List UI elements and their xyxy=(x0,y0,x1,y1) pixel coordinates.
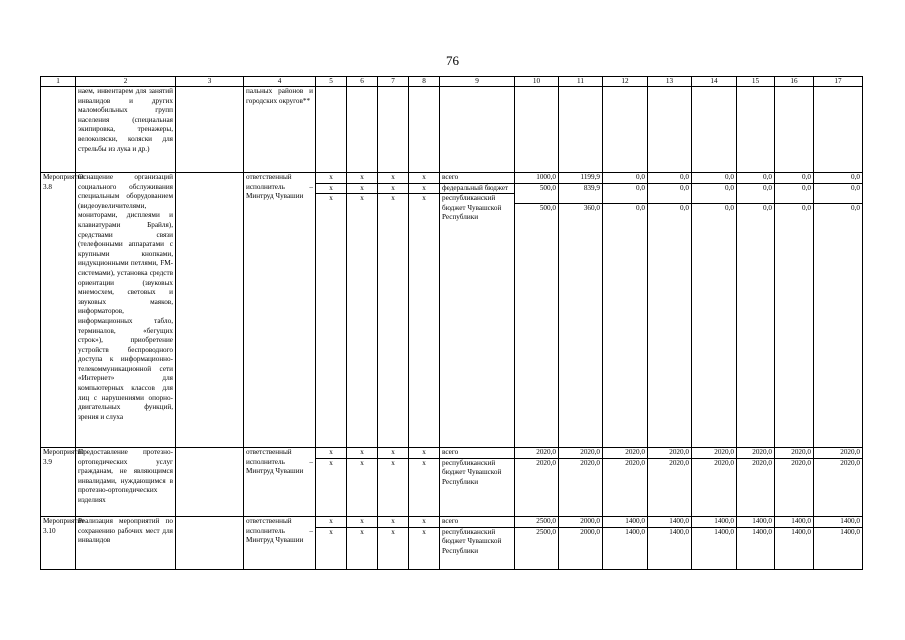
value: 360,0 xyxy=(583,203,600,212)
funding-source: федеральный бюджет xyxy=(440,184,514,195)
value: 0,0 xyxy=(814,184,862,204)
code-x: x xyxy=(391,458,395,467)
value: 0,0 xyxy=(737,173,774,184)
value: 2500,0 xyxy=(515,517,558,528)
code-x: x xyxy=(316,173,346,184)
column-number: 8 xyxy=(409,77,440,87)
value: 2000,0 xyxy=(580,527,600,536)
column-number: 11 xyxy=(559,77,603,87)
code-x: x xyxy=(378,448,408,459)
column-number: 17 xyxy=(814,77,863,87)
code-x: x xyxy=(378,517,408,528)
column-number: 12 xyxy=(603,77,648,87)
measure-name: Мероприятие 3.10 xyxy=(41,517,76,570)
table-row-measure-3-8 xyxy=(41,173,863,448)
funding-source: всего xyxy=(440,173,514,184)
executor: ответственный исполнитель – Минтруд Чувашии xyxy=(244,517,316,570)
cell-empty xyxy=(176,87,244,173)
value: 2020,0 xyxy=(775,448,813,459)
value: 2020,0 xyxy=(603,448,647,459)
table-row-measure-3-9 xyxy=(41,448,863,517)
value: 1400,0 xyxy=(737,517,774,528)
value: 1400,0 xyxy=(814,517,862,528)
code-x: x xyxy=(391,194,395,203)
value: 2020,0 xyxy=(625,458,645,467)
code-x: x xyxy=(422,458,426,467)
cell-empty xyxy=(176,448,244,517)
value: 1400,0 xyxy=(669,527,689,536)
value: 0,0 xyxy=(725,203,734,212)
code-x: x xyxy=(378,184,408,195)
code-x: x xyxy=(347,184,377,195)
measure-description: Оснащение организаций социального обслуживания специальным оборудованием (видеоувеличителями, мониторами, дисплеями и клавиатурами Брайля), средствами связи (телефонными аппаратами с крупными кнопками, индукционными петлями, FM-системами), установка средств ориентации (звуковых мнемосхем, световых и звуковых маяков, информаторов, информационных табло, терминалов, «бегущих строк»), приобретение устройств беспроводного доступа к информационно-телекоммуникационной сети «Интернет» для компьютерных классов для лиц с нарушениями опорно-двигательных функций, зрения и слуха xyxy=(76,173,176,448)
value: 2020,0 xyxy=(714,458,734,467)
code-x: x xyxy=(409,517,439,528)
code-x: x xyxy=(329,527,333,536)
code-x: x xyxy=(409,173,439,184)
value: 839,9 xyxy=(559,184,602,204)
value: 1400,0 xyxy=(692,517,736,528)
value: 0,0 xyxy=(648,184,691,204)
executor: ответственный исполнитель – Минтруд Чувашии xyxy=(244,173,316,448)
code-x: x xyxy=(347,448,377,459)
code-x: x xyxy=(316,517,346,528)
column-number: 4 xyxy=(244,77,316,87)
value: 0,0 xyxy=(775,173,813,184)
code-x: x xyxy=(316,184,346,195)
value: 1400,0 xyxy=(648,517,691,528)
funding-source: всего xyxy=(440,448,514,459)
value: 2020,0 xyxy=(692,448,736,459)
value: 0,0 xyxy=(814,173,862,184)
value: 2500,0 xyxy=(536,527,556,536)
value: 0,0 xyxy=(648,173,691,184)
measure-description: наем, инвентарем для занятий инвалидов и других маломобильных групп населения (специальная экипировка, тренажеры, велоколяски, коляски для стрельбы из лука и др.) xyxy=(76,87,176,173)
value: 2020,0 xyxy=(648,448,691,459)
value: 0,0 xyxy=(692,173,736,184)
value: 500,0 xyxy=(515,184,558,204)
cell-empty xyxy=(176,173,244,448)
cell-empty xyxy=(176,517,244,570)
code-x: x xyxy=(316,448,346,459)
column-number: 2 xyxy=(76,77,176,87)
value: 0,0 xyxy=(737,184,774,204)
code-x: x xyxy=(329,194,333,203)
value: 2020,0 xyxy=(752,458,772,467)
program-table xyxy=(40,76,863,570)
measure-name: Мероприятие 3.8 xyxy=(41,173,76,448)
column-number: 5 xyxy=(316,77,347,87)
column-number: 9 xyxy=(440,77,515,87)
value: 2020,0 xyxy=(840,458,860,467)
column-number: 15 xyxy=(737,77,775,87)
column-number: 14 xyxy=(692,77,737,87)
value: 2020,0 xyxy=(580,458,600,467)
value: 1400,0 xyxy=(714,527,734,536)
funding-source: всего xyxy=(440,517,514,528)
cell-empty xyxy=(41,87,76,173)
funding-source: республиканский бюджет Чувашской Республики xyxy=(442,194,502,222)
code-x: x xyxy=(378,173,408,184)
executor: пальных районов и городских округов** xyxy=(244,87,316,173)
value: 0,0 xyxy=(636,203,645,212)
value: 2020,0 xyxy=(814,448,862,459)
value: 0,0 xyxy=(763,203,772,212)
code-x: x xyxy=(347,517,377,528)
value: 0,0 xyxy=(603,173,647,184)
value: 2020,0 xyxy=(559,448,602,459)
value: 2020,0 xyxy=(737,448,774,459)
column-number: 7 xyxy=(378,77,409,87)
value: 2020,0 xyxy=(791,458,811,467)
value: 500,0 xyxy=(539,203,556,212)
code-x: x xyxy=(329,458,333,467)
value: 2020,0 xyxy=(515,448,558,459)
code-x: x xyxy=(409,448,439,459)
column-number: 16 xyxy=(775,77,814,87)
value: 0,0 xyxy=(802,203,811,212)
code-x: x xyxy=(409,184,439,195)
executor: ответственный исполнитель – Минтруд Чувашии xyxy=(244,448,316,517)
value: 0,0 xyxy=(851,203,860,212)
funding-source: республиканский бюджет Чувашской Республики xyxy=(442,458,502,486)
value: 1400,0 xyxy=(840,527,860,536)
code-x: x xyxy=(391,527,395,536)
measure-name: Мероприятие 3.9 xyxy=(41,448,76,517)
column-number: 6 xyxy=(347,77,378,87)
value: 2000,0 xyxy=(559,517,602,528)
column-number: 13 xyxy=(648,77,692,87)
column-number-row xyxy=(41,77,863,87)
funding-source: республиканский бюджет Чувашской Республики xyxy=(442,527,502,555)
value: 2020,0 xyxy=(669,458,689,467)
value: 1400,0 xyxy=(603,517,647,528)
code-x: x xyxy=(360,527,364,536)
value: 0,0 xyxy=(680,203,689,212)
code-x: x xyxy=(422,194,426,203)
value: 1199,9 xyxy=(559,173,602,184)
code-x: x xyxy=(360,458,364,467)
measure-description: Реализация мероприятий по сохранению рабочих мест для инвалидов xyxy=(76,517,176,570)
table-row-continuation xyxy=(41,87,863,173)
code-x: x xyxy=(360,194,364,203)
value: 1400,0 xyxy=(791,527,811,536)
code-x: x xyxy=(347,173,377,184)
column-number: 1 xyxy=(41,77,76,87)
column-number: 10 xyxy=(515,77,559,87)
value: 0,0 xyxy=(692,184,736,204)
measure-description: Предоставление протезно-ортопедических услуг гражданам, не являющимся инвалидами, нуждающимся в протезно-ортопедических изделиях xyxy=(76,448,176,517)
value: 0,0 xyxy=(775,184,813,204)
value: 1000,0 xyxy=(515,173,558,184)
value: 1400,0 xyxy=(775,517,813,528)
value: 1400,0 xyxy=(625,527,645,536)
value: 1400,0 xyxy=(752,527,772,536)
value: 2020,0 xyxy=(536,458,556,467)
value: 0,0 xyxy=(603,184,647,204)
table-row-measure-3-10 xyxy=(41,517,863,570)
column-number: 3 xyxy=(176,77,244,87)
page-number: 76 xyxy=(446,53,459,68)
code-x: x xyxy=(422,527,426,536)
